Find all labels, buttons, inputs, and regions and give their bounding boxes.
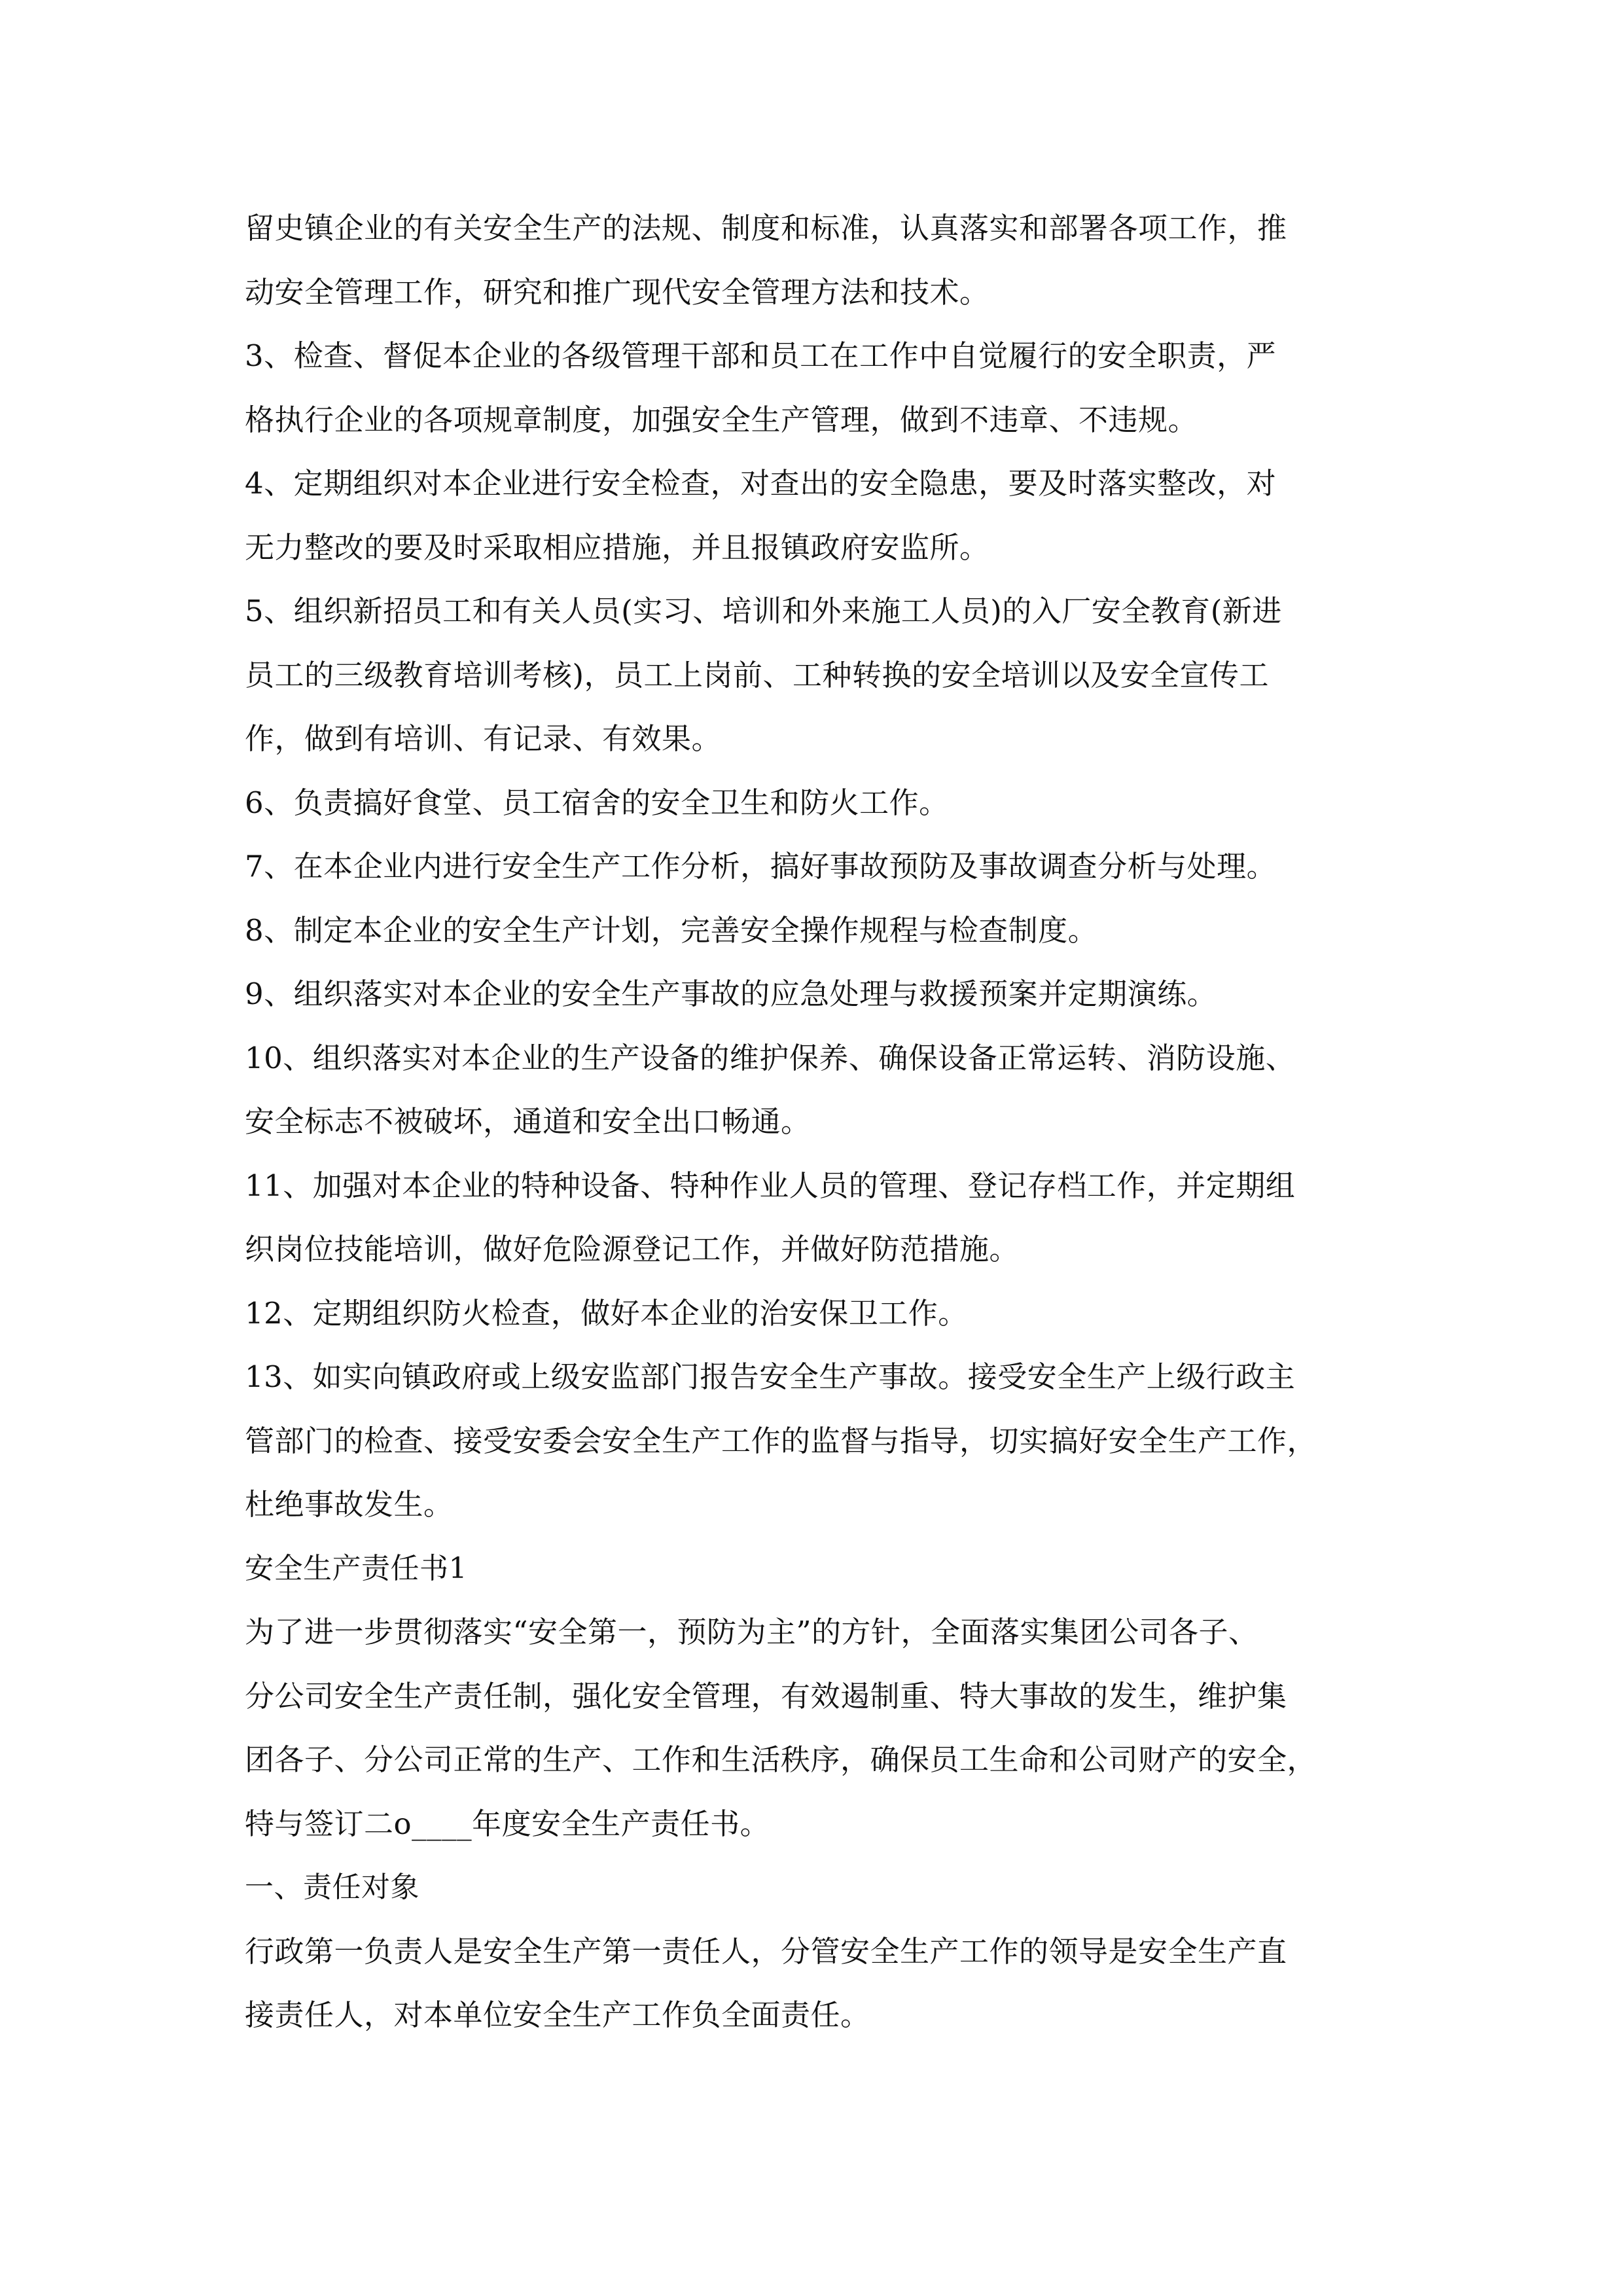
text-line: 留史镇企业的有关安全生产的法规、制度和标准，认真落实和部署各项工作，推 xyxy=(245,211,1287,245)
text-line: 4、定期组织对本企业进行安全检查，对查出的安全隐患，要及时落实整改，对 xyxy=(245,466,1277,501)
paragraph xyxy=(245,1600,1390,1856)
paragraph xyxy=(245,771,1390,835)
text-line: 格执行企业的各项规章制度，加强安全生产管理，做到不违章、不违规。 xyxy=(245,402,1198,437)
paragraph xyxy=(245,1154,1390,1282)
text-line: 安全标志不被破坏，通道和安全出口畅通。 xyxy=(245,1104,811,1139)
paragraph xyxy=(245,1345,1390,1537)
paragraph xyxy=(245,899,1390,963)
section-heading xyxy=(245,1856,1390,1920)
paragraph xyxy=(245,196,1390,324)
section-heading xyxy=(245,1537,1390,1601)
text-line: 11、加强对本企业的特种设备、特种作业人员的管理、登记存档工作，并定期组 xyxy=(245,1168,1296,1203)
text-line: 分公司安全生产责任制，强化安全管理，有效遏制重、特大事故的发生，维护集 xyxy=(245,1678,1287,1713)
text-line: 一、责任对象 xyxy=(245,1871,419,1904)
text-line: 5、组织新招员工和有关人员(实习、培训和外来施工人员)的入厂安全教育(新进 xyxy=(245,594,1282,628)
paragraph xyxy=(245,579,1390,771)
paragraph xyxy=(245,1026,1390,1154)
text-line: 杜绝事故发生。 xyxy=(245,1487,454,1522)
text-line: 织岗位技能培训，做好危险源登记工作，并做好防范措施。 xyxy=(245,1232,1020,1266)
text-line: 动安全管理工作，研究和推广现代安全管理方法和技术。 xyxy=(245,274,990,310)
paragraph xyxy=(245,962,1390,1026)
text-line: 无力整改的要及时采取相应措施，并且报镇政府安监所。 xyxy=(245,529,990,565)
text-line: 行政第一负责人是安全生产第一责任人，分管安全生产工作的领导是安全生产直 xyxy=(245,1933,1287,1969)
paragraph xyxy=(245,834,1390,899)
text-line: 13、如实向镇政府或上级安监部门报告安全生产事故。接受安全生产上级行政主 xyxy=(245,1359,1296,1394)
text-line: 6、负责搞好食堂、员工宿舍的安全卫生和防火工作。 xyxy=(245,785,949,820)
text-line: 员工的三级教育培训考核)，员工上岗前、工种转换的安全培训以及安全宣传工 xyxy=(245,657,1270,692)
text-line: 3、检查、督促本企业的各级管理干部和员工在工作中自觉履行的安全职责，严 xyxy=(245,338,1277,373)
text-line: 接责任人，对本单位安全生产工作负全面责任。 xyxy=(245,1998,870,2032)
text-line: 团各子、分公司正常的生产、工作和生活秩序，确保员工生命和公司财产的安全， xyxy=(245,1742,1317,1777)
text-line: 8、制定本企业的安全生产计划，完善安全操作规程与检查制度。 xyxy=(245,912,1098,948)
document-body xyxy=(245,196,1390,2047)
text-line: 管部门的检查、接受安委会安全生产工作的监督与指导，切实搞好安全生产工作， xyxy=(245,1423,1317,1458)
text-line: 作，做到有培训、有记录、有效果。 xyxy=(245,721,722,756)
text-line: 12、定期组织防火检查，做好本企业的治安保卫工作。 xyxy=(245,1295,968,1331)
text-line: 9、组织落实对本企业的安全生产事故的应急处理与救援预案并定期演练。 xyxy=(245,977,1217,1011)
text-line: 10、组织落实对本企业的生产设备的维护保养、确保设备正常运转、消防设施、 xyxy=(245,1040,1296,1075)
paragraph xyxy=(245,452,1390,579)
paragraph xyxy=(245,1282,1390,1346)
text-line: 为了进一步贯彻落实“安全第一，预防为主”的方针，全面落实集团公司各子、 xyxy=(245,1615,1258,1649)
text-line: 7、在本企业内进行安全生产工作分析，搞好事故预防及事故调查分析与处理。 xyxy=(245,849,1277,884)
paragraph xyxy=(245,1920,1390,2047)
text-line: 特与签订二o____年度安全生产责任书。 xyxy=(245,1806,770,1841)
text-line: 安全生产责任书1 xyxy=(245,1551,467,1585)
paragraph xyxy=(245,324,1390,452)
